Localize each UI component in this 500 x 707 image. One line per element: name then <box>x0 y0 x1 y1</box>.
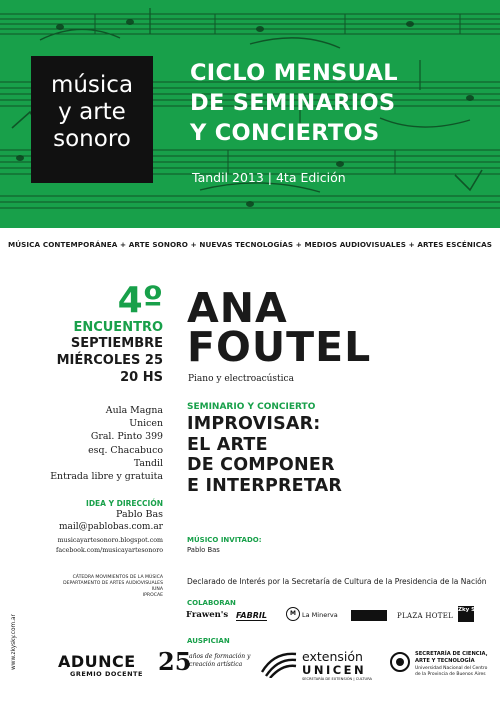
unicen-logo: UNICEN <box>302 663 367 677</box>
anniversary-text <box>189 653 250 669</box>
encounter-number: 4º <box>117 280 163 321</box>
secyt-line: SECRETARÍA DE CIENCIA, <box>415 651 488 657</box>
idea-title: IDEA Y DIRECCIÓN <box>86 499 163 508</box>
guest-label: MÚSICO INVITADO: <box>187 536 262 544</box>
secyt-sub-line: de la Provincia de Buenos Aires <box>415 671 486 677</box>
anniversary-line: años de formación y <box>189 653 251 660</box>
catedra-line: DEPARTAMENTO DE ARTES AUDIOVISUALES <box>63 581 163 586</box>
secyt-line: ARTE Y TECNOLOGÍA <box>415 657 475 664</box>
artist-role: Piano y electroacústica <box>188 374 294 384</box>
title-line: CICLO MENSUAL <box>190 60 398 86</box>
zky-sky-logo: Zky Sky <box>458 606 474 622</box>
edition-text: Tandil 2013 | 4ta Edición <box>192 170 346 185</box>
venue-line: Aula Magna <box>105 405 163 416</box>
anniversary-line: creación artística <box>189 661 243 668</box>
title-line: DE SEMINARIOS <box>190 90 396 116</box>
director-name: Pablo Bas <box>115 509 163 520</box>
extension-subtitle: SECRETARÍA DE EXTENSIÓN | CULTURA <box>302 677 372 681</box>
seminar-title-line: DE COMPONER <box>187 455 335 475</box>
title-line: Y CONCIERTOS <box>190 120 380 146</box>
catedra-line: CÁTEDRA MOVIMIENTOS DE LA MÚSICA <box>72 575 163 580</box>
seminar-title-line: IMPROVISAR: <box>187 414 321 434</box>
seminar-title <box>187 414 342 496</box>
seminar-label: SEMINARIO Y CONCIERTO <box>187 402 316 412</box>
event-month: SEPTIEMBRE <box>70 336 163 351</box>
minerva-mark-icon: M <box>286 607 300 621</box>
secyt-sub-line: Universidad Nacional del Centro <box>415 666 488 671</box>
cycle-title <box>190 58 490 148</box>
logo-line: música <box>50 72 134 98</box>
venue-line: Entrada libre y gratuita <box>50 471 163 483</box>
secyt-logo <box>415 651 488 664</box>
side-url[interactable]: www.zkysky.com.ar <box>11 614 17 670</box>
colaboran-label: COLABORAN <box>187 599 236 607</box>
extension-swoosh-icon <box>260 648 298 678</box>
catedra-line: IUNA <box>151 587 163 592</box>
artist-last-name: FOUTEL <box>187 323 372 371</box>
venue-info <box>40 404 163 483</box>
guest-name: Pablo Bas <box>187 546 220 554</box>
secyt-subtitle <box>415 666 487 677</box>
minerva-logo: La Minerva <box>302 611 338 619</box>
seal-center-icon <box>396 658 404 666</box>
declared-interest: Declarado de Interés por la Secretaría de Cultura de la Presidencia de la Nación <box>187 577 487 586</box>
seminar-title-line: E INTERPRETAR <box>187 475 343 496</box>
adunce-logo: ADUNCE <box>58 652 136 671</box>
auspician-label: AUSPICIAN <box>187 637 230 645</box>
venue-line: Tandil <box>133 457 163 469</box>
catedra-line: IPROCAE <box>142 593 163 598</box>
contact-email[interactable]: mail@pablobas.com.ar <box>59 522 163 532</box>
venue-line: Gral. Pinto 399 <box>90 431 163 443</box>
seminar-title-line: EL ARTE <box>187 434 268 455</box>
logo-box <box>31 56 153 183</box>
artist-first-name: ANA <box>187 284 288 332</box>
fabril-logo: FABRIL <box>236 611 267 620</box>
event-day: MIÉRCOLES 25 <box>56 353 163 368</box>
facebook-link[interactable]: facebook.com/musicayartesonoro <box>56 547 163 554</box>
catedra-info <box>40 575 163 599</box>
plaza-hotel-logo: PLAZA HOTEL <box>397 612 454 620</box>
encounter-label: ENCUENTRO <box>73 320 163 335</box>
blog-link[interactable]: musicayartesonoro.blogspot.com <box>57 537 163 544</box>
venue-line: esq. Chacabuco <box>88 444 163 456</box>
sponsor-logo-dark-icon <box>351 610 387 621</box>
logo-line: sonoro <box>53 126 131 152</box>
venue-line: Unicen <box>129 418 163 430</box>
adunce-subtitle: GREMIO DOCENTE <box>70 670 143 678</box>
topics-strip: MÚSICA CONTEMPORÁNEA + ARTE SONORO + NUEVAS TECNOLOGÍAS + MEDIOS AUDIOVISUALES + ARTES ESCÉNICAS <box>7 240 493 249</box>
extension-logo: extensión <box>302 649 363 664</box>
frawens-logo: Frawen's <box>186 610 229 620</box>
header-banner <box>0 0 500 228</box>
logo-line: y arte <box>58 99 126 125</box>
event-time: 20 HS <box>120 370 163 385</box>
anniversary-number: 25 <box>158 647 192 676</box>
